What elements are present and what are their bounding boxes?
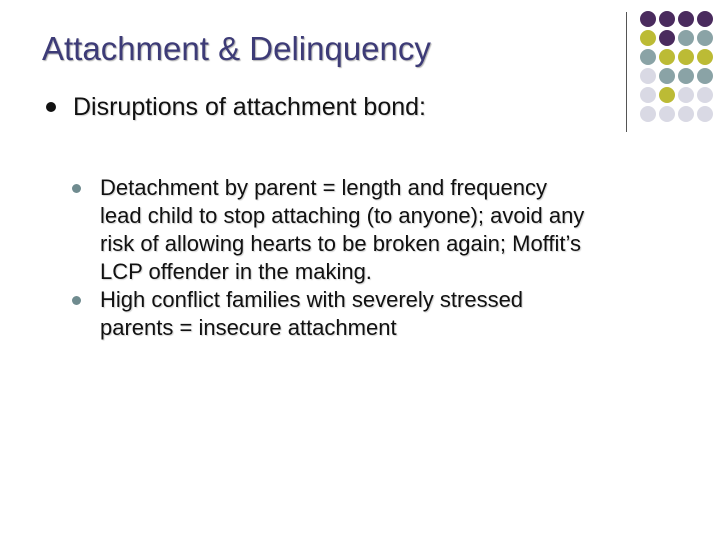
decorative-dot [697, 68, 713, 84]
decorative-dot [678, 106, 694, 122]
decorative-dot [697, 30, 713, 46]
decorative-dot [659, 11, 675, 27]
decorative-dot [640, 49, 656, 65]
sub-bullet-dot-icon [72, 296, 81, 305]
decorative-divider-line [626, 12, 627, 132]
sub-bullet-line: LCP offender in the making. [100, 259, 372, 284]
sub-bullet-line: risk of allowing hearts to be broken again; Moffit’s [100, 231, 582, 256]
decorative-dot [659, 49, 675, 65]
sub-bullet-line: High conflict families with severely stressed [100, 287, 524, 312]
decorative-dot [640, 30, 656, 46]
decorative-dot [697, 106, 713, 122]
bullet-dot-icon [46, 102, 56, 112]
decorative-dot [678, 11, 694, 27]
slide-title: Attachment & Delinquency [42, 30, 431, 67]
decorative-dot [640, 87, 656, 103]
decorative-dot [678, 30, 694, 46]
decorative-dot [678, 87, 694, 103]
decorative-dot [640, 106, 656, 122]
sub-bullet-dot-icon [72, 184, 81, 193]
sub-bullet-item [72, 174, 682, 286]
decorative-dot [678, 49, 694, 65]
decorative-dot [659, 30, 675, 46]
decorative-dot [640, 11, 656, 27]
main-bullet-text: Disruptions of attachment bond: [73, 93, 426, 121]
decorative-dot [659, 106, 675, 122]
decorative-dot [697, 87, 713, 103]
sub-bullet-line: parents = insecure attachment [100, 315, 397, 340]
sub-bullet-line: lead child to stop attaching (to anyone); avoid any [100, 203, 585, 228]
sub-bullet-line: Detachment by parent = length and frequency [100, 175, 548, 200]
decorative-dot [697, 49, 713, 65]
decorative-dot [659, 68, 675, 84]
sub-bullet-item [72, 286, 682, 342]
decorative-dot [659, 87, 675, 103]
decorative-dot [678, 68, 694, 84]
decorative-dot [640, 68, 656, 84]
sub-bullet-list [72, 174, 682, 342]
decorative-dot [697, 11, 713, 27]
